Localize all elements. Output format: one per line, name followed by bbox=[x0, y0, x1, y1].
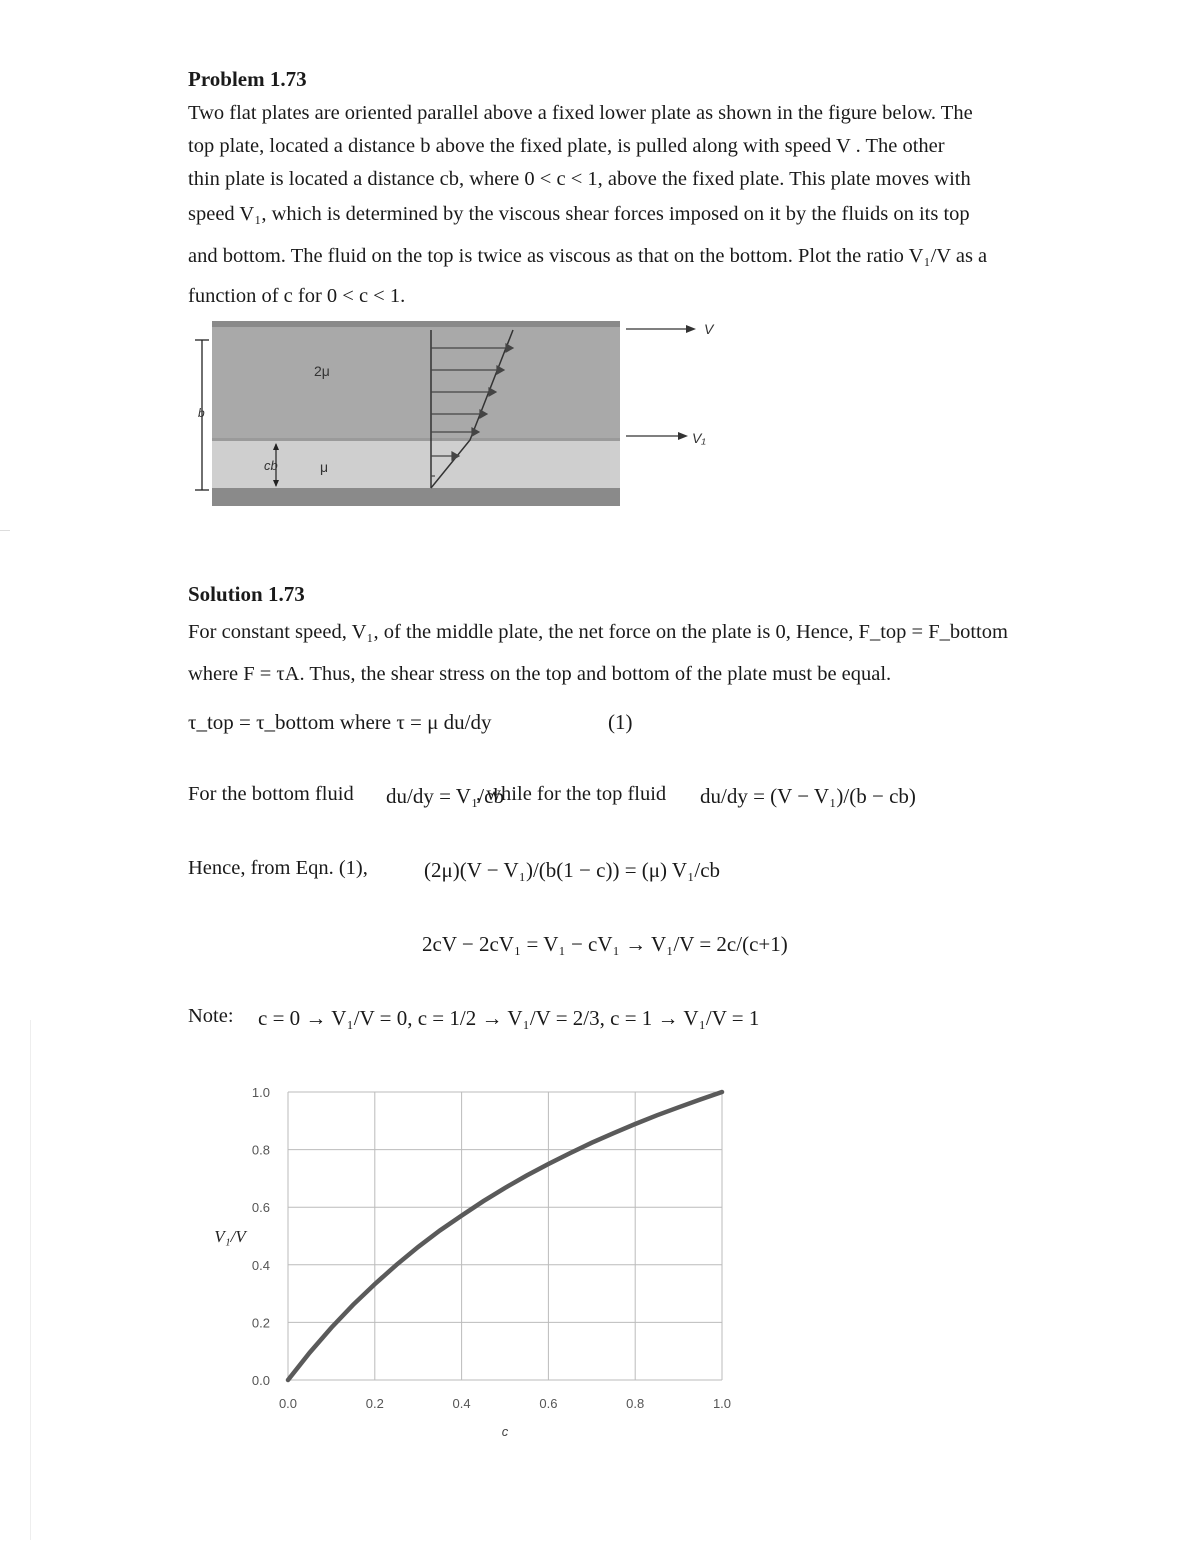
solution-line-2: where F = τA. Thus, the shear stress on the top and bottom of the plate must be equal. bbox=[188, 663, 892, 685]
problem-line-4: speed V₁, which is determined by the viscous shear forces imposed on it by the fluids on its top bbox=[188, 203, 970, 225]
scan-mark bbox=[0, 530, 10, 531]
y-tick-label: 0.0 bbox=[251, 1373, 270, 1388]
x-tick-label: 0.4 bbox=[452, 1396, 471, 1411]
top-fluid-region bbox=[212, 326, 620, 440]
x-axis-label: c bbox=[501, 1424, 509, 1439]
problem-line-2: top plate, located a distance b above the fixed plate, is pulled along with speed V . The other bbox=[188, 135, 945, 157]
bottom-fluid-equation: du/dy = V₁/cb bbox=[386, 784, 504, 808]
ratio-chart bbox=[200, 1070, 760, 1450]
v-label: V bbox=[704, 321, 714, 337]
scan-mark bbox=[30, 1020, 31, 1540]
problem-line-3: thin plate is located a distance cb, where 0 < c < 1, above the fixed plate. This plate moves with bbox=[188, 168, 971, 190]
plates-figure bbox=[190, 318, 750, 510]
equation-1-number: (1) bbox=[608, 710, 633, 734]
y-tick-label: 0.4 bbox=[251, 1257, 270, 1273]
equation-1: τ_top = τ_bottom where τ = μ du/dy bbox=[188, 710, 492, 734]
y-tick-label: 0.8 bbox=[251, 1142, 270, 1158]
chart-grid bbox=[288, 1092, 722, 1380]
bottom-viscosity-label: μ bbox=[320, 459, 329, 475]
cb-label: cb bbox=[264, 458, 278, 473]
note-label: Note: bbox=[188, 1005, 234, 1027]
top-viscosity-label: 2μ bbox=[314, 363, 330, 379]
x-tick-label: 1.0 bbox=[712, 1396, 732, 1411]
b-label: b bbox=[198, 406, 205, 420]
y-tick-label: 1.0 bbox=[251, 1085, 270, 1100]
x-tick-label: 0.6 bbox=[539, 1396, 558, 1411]
note-equation: c = 0 → V₁/V = 0, c = 1/2 → V₁/V = 2/3, c = 1 → V₁/V = 1 bbox=[258, 1006, 760, 1030]
series-line-ratio bbox=[288, 1092, 722, 1380]
y-axis-label: V₁/V bbox=[214, 1227, 246, 1246]
hence-equation: (2μ)(V − V₁)/(b(1 − c)) = (μ) V₁/cb bbox=[424, 858, 721, 882]
top-fluid-equation: du/dy = (V − V₁)/(b − cb) bbox=[700, 784, 916, 808]
x-tick-labels bbox=[279, 1396, 731, 1411]
top-fluid-text: , while for the top fluid bbox=[476, 783, 667, 805]
y-tick-label: 0.6 bbox=[251, 1200, 270, 1216]
solution-line-1: For constant speed, V₁, of the middle plate, the net force on the plate is 0, Hence, F_top = F_bottom bbox=[188, 621, 1008, 643]
x-tick-label: 0.0 bbox=[278, 1396, 298, 1411]
result-equation: 2cV − 2cV₁ = V₁ − cV₁ → V₁/V = 2c/(c+1) bbox=[422, 932, 788, 956]
problem-line-5: and bottom. The fluid on the top is twice as viscous as that on the bottom. Plot the ratio V₁/V as a bbox=[188, 245, 988, 267]
top-plate bbox=[212, 321, 620, 327]
x-tick-label: 0.8 bbox=[626, 1396, 645, 1411]
fixed-bottom-plate bbox=[212, 488, 620, 506]
hence-text: Hence, from Eqn. (1), bbox=[188, 857, 368, 879]
problem-heading: Problem 1.73 bbox=[188, 67, 307, 91]
problem-line-6: function of c for 0 < c < 1. bbox=[188, 285, 406, 307]
y-tick-label: 0.2 bbox=[251, 1315, 270, 1331]
x-tick-label: 0.2 bbox=[365, 1396, 384, 1411]
y-tick-labels bbox=[252, 1085, 270, 1388]
problem-line-1: Two flat plates are oriented parallel above a fixed lower plate as shown in the figure below. The bbox=[188, 102, 973, 124]
solution-heading: Solution 1.73 bbox=[188, 582, 305, 606]
bottom-fluid-text: For the bottom fluid bbox=[188, 783, 354, 805]
middle-plate bbox=[212, 438, 620, 441]
v1-label: V₁ bbox=[692, 430, 706, 446]
